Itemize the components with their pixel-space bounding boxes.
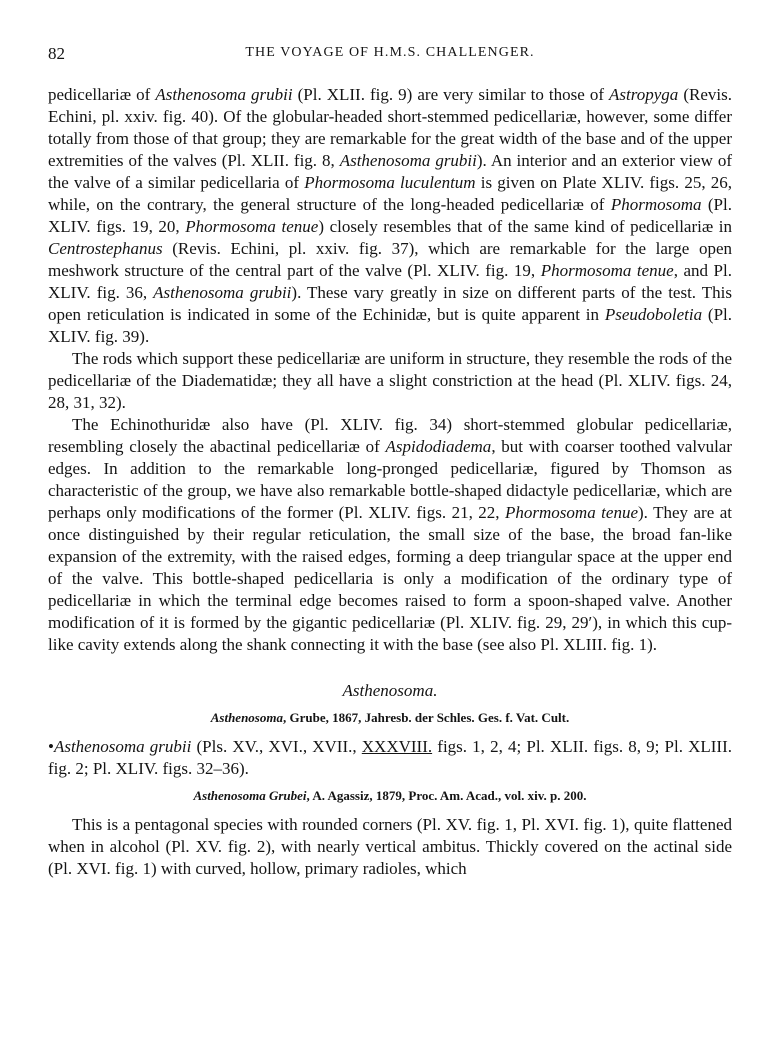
paragraph-pedicellariae-valves: pedicellariæ of Asthenosoma grubii (Pl. XLII. fig. 9) are very similar to those of Astropyga (Revis. Echini, pl. xxiv. fig. 40). Of the globular-headed short-stemmed pedicellariæ, however, some differ totally from those of that group; they are remarkable for the great width of the base and of the upper extremities of the valves (Pl. XLII. fig. 8, Asthenosoma grubii). An interior and an exterior view of the valve of a similar pedicellaria of Phormosoma luculentum is given on Plate XLIV. figs. 25, 26, while, on the contrary, the general structure of the long-headed pedicellariæ of Phormosoma (Pl. XLIV. figs. 19, 20, Phormosoma tenue) closely resembles that of the same kind of pedicellariæ in Centrostephanus (Revis. Echini, pl. xxiv. fig. 37), which are remarkable for the large open meshwork structure of the central part of the valve (Pl. XLIV. fig. 19, Phormosoma tenue, and Pl. XLIV. fig. 36, Asthenosoma grubii). These vary greatly in size on different parts of the test. This open reticulation is indicated in some of the Echinidæ, but is quite apparent in Pseudoboletia (Pl. XLIV. fig. 39). [48, 85, 732, 346]
page-number: 82 [48, 44, 65, 63]
paragraph-rods: The rods which support these pedicellariæ are uniform in structure, they resemble the rods of the pedicellariæ of the Diadematidæ; they all have a slight constriction at the head (Pl. XLIV. figs. 24, 28, 31, 32). [48, 349, 732, 412]
page-header [48, 44, 732, 68]
page-body [48, 84, 732, 880]
species-marker: • [48, 737, 54, 756]
paragraph-echinothuridae: The Echinothuridæ also have (Pl. XLIV. fig. 34) short-stemmed globular pedicellariæ, resembling closely the abactinal pedicellariæ of Aspidodiadema, but with coarser toothed valvular edges. In addition to the remarkable long-pronged pedicellariæ, figured by Thomson as characteristic of the group, we have also remarkable bottle-shaped didactyle pedicellariæ, which are perhaps only modifications of the former (Pl. XLIV. figs. 21, 22, Phormosoma tenue). They are at once distinguished by their regular reticulation, the small size of the base, the broad fan-like expansion of the extremity, with the raised edges, forming a deep triangular space at the upper end of the valve. This bottle-shaped pedicellaria is only a modification of the ordinary type of pedicellariæ in which the terminal edge becomes raised to form a spoon-shaped valve. Another modification of it is formed by the gigantic pedicellariæ (Pl. XLIV. fig. 29, 29′), in which this cup-like cavity extends along the shank connecting it with the base (see also Pl. XLIII. fig. 1). [48, 415, 733, 654]
synonym-citation: Asthenosoma Grubei, A. Agassiz, 1879, Proc. Am. Acad., vol. xiv. p. 200. [193, 788, 587, 803]
species-entry: •Asthenosoma grubii (Pls. XV., XVI., XVII., XXXVIII. figs. 1, 2, 4; Pl. XLII. figs. 8, 9; Pl. XLIII. fig. 2; Pl. XLIV. figs. 32–36). [48, 737, 732, 778]
section-heading: Asthenosoma. [342, 681, 438, 700]
species-description: This is a pentagonal species with rounded corners (Pl. XV. fig. 1, Pl. XVI. fig. 1), quite flattened when in alcohol (Pl. XV. fig. 2), with nearly vertical ambitus. Thickly covered on the actinal side (Pl. XVI. fig. 1) with curved, hollow, primary radioles, which [48, 815, 732, 878]
running-title: THE VOYAGE OF H.M.S. CHALLENGER. [245, 45, 535, 60]
genus-citation: Asthenosoma, Grube, 1867, Jahresb. der Schles. Ges. f. Vat. Cult. [210, 710, 570, 725]
